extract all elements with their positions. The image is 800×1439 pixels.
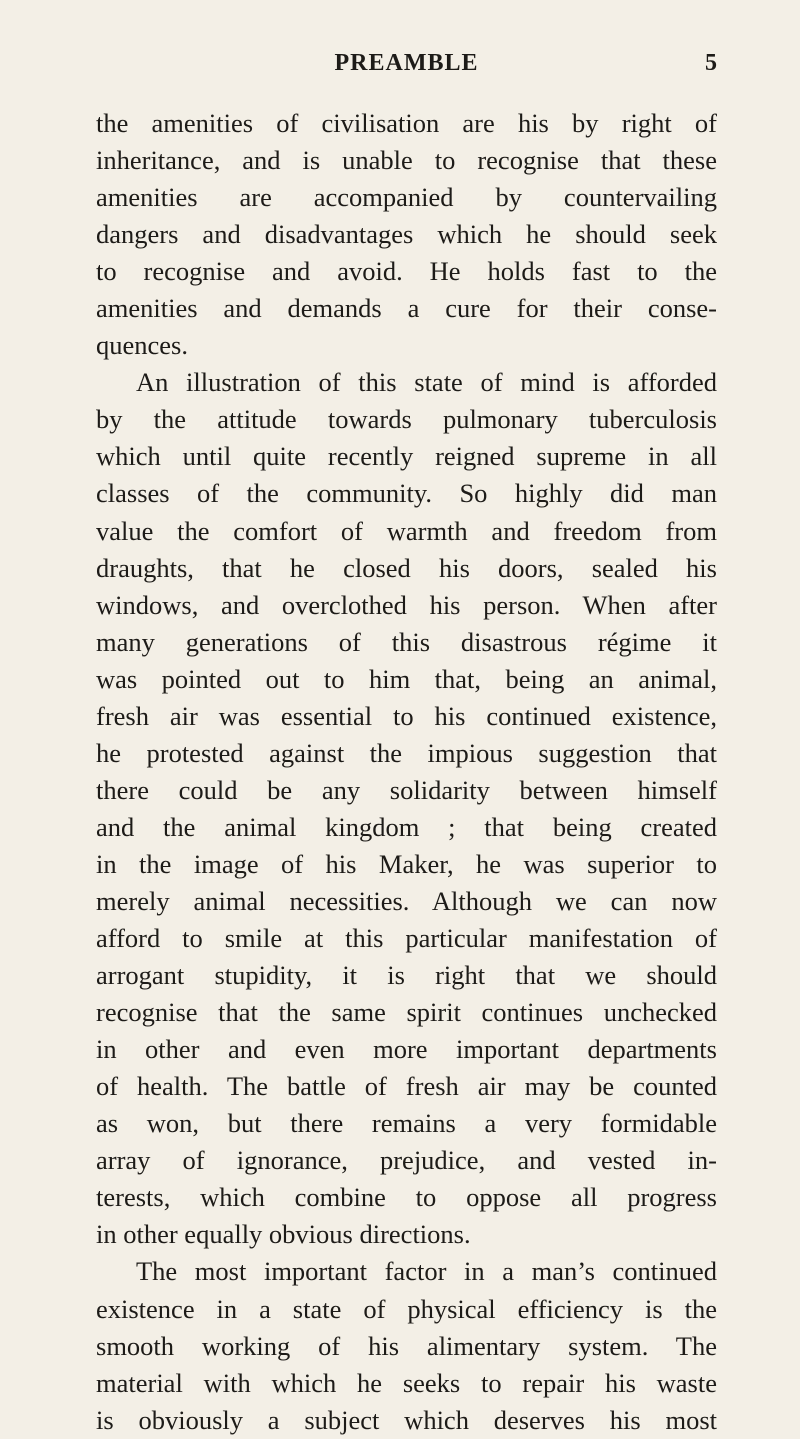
text-line: arrogant stupidity, it is right that we should xyxy=(96,960,717,991)
text-line: value the comfort of warmth and freedom from xyxy=(96,515,717,546)
text-line: terests, which combine to oppose all progress xyxy=(96,1182,717,1213)
text-line: merely animal necessities. Although we can now xyxy=(96,885,717,916)
text-line: array of ignorance, prejudice, and vested in- xyxy=(96,1145,717,1176)
text-line: is obviously a subject which deserves his most xyxy=(96,1404,717,1435)
text-line: by the attitude towards pulmonary tuberculosis xyxy=(96,404,717,435)
text-line: and the animal kingdom ; that being created xyxy=(96,811,717,842)
text-line: in other equally obvious directions. xyxy=(96,1219,471,1250)
text-line: amenities and demands a cure for their conse- xyxy=(96,293,717,324)
text-line: quences. xyxy=(96,330,188,361)
text-line: to recognise and avoid. He holds fast to the xyxy=(96,256,717,287)
text-line: dangers and disadvantages which he should seek xyxy=(96,219,717,250)
text-line: material with which he seeks to repair his waste xyxy=(96,1367,717,1398)
text-line: the amenities of civilisation are his by right of xyxy=(96,108,717,138)
text-line: amenities are accompanied by countervailing xyxy=(96,182,717,213)
text-line: smooth working of his alimentary system. The xyxy=(96,1330,717,1361)
text-line: in other and even more important departments xyxy=(96,1034,717,1065)
text-line: existence in a state of physical efficiency is the xyxy=(96,1293,717,1324)
text-line: inheritance, and is unable to recognise that these xyxy=(96,145,717,176)
text-line: recognise that the same spirit continues unchecked xyxy=(96,997,717,1028)
text-line: there could be any solidarity between himself xyxy=(96,774,717,805)
running-title: PREAMBLE xyxy=(334,50,479,76)
text-line: of health. The battle of fresh air may be counted xyxy=(96,1071,717,1102)
text-line: fresh air was essential to his continued existence, xyxy=(96,700,717,731)
text-line: draughts, that he closed his doors, sealed his xyxy=(96,552,717,583)
text-line: as won, but there remains a very formidable xyxy=(96,1108,717,1139)
running-head xyxy=(96,50,717,90)
text-line: The most important factor in a man’s continued xyxy=(136,1256,717,1287)
text-line: which until quite recently reigned supreme in all xyxy=(96,441,717,472)
text-line: in the image of his Maker, he was superior to xyxy=(96,848,717,879)
text-line: was pointed out to him that, being an animal, xyxy=(96,663,717,694)
text-line: classes of the community. So highly did man xyxy=(96,478,717,509)
text-line: he protested against the impious suggestion that xyxy=(96,737,717,768)
text-line: An illustration of this state of mind is afforded xyxy=(136,367,717,398)
text-line: windows, and overclothed his person. When after xyxy=(96,589,717,620)
text-line: afford to smile at this particular manifestation of xyxy=(96,923,717,954)
page-number: 5 xyxy=(705,50,717,76)
text-line: many generations of this disastrous régime it xyxy=(96,626,717,657)
body-text xyxy=(96,105,717,1439)
